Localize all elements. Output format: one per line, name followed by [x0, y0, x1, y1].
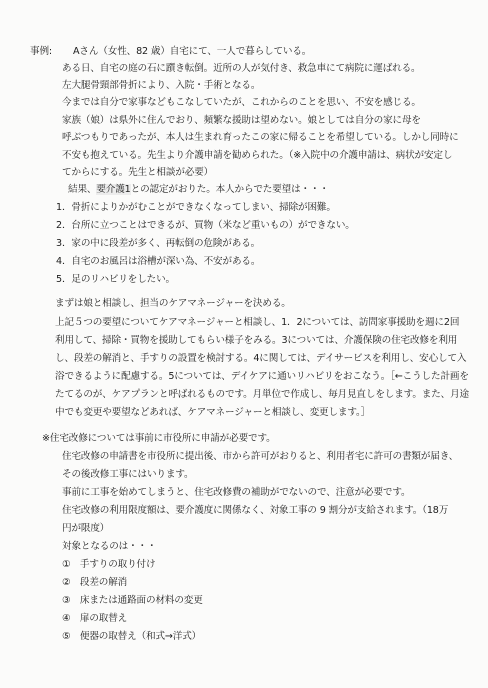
request-item: 3．家の中に段差が多く、再転倒の危険がある。 — [56, 238, 261, 249]
target-item: ② 段差の解消 — [62, 577, 128, 588]
plan-line: し、段差の解消と、手すりの設置を検討する。4に関しては、デイサービスを利用し、安心して入 — [55, 353, 467, 364]
plan-line: 浴できるように配慮する。5については、デイケアに通いリハビリをおこなう。［←こうした計画を — [55, 371, 469, 382]
note-line: 住宅改修の利用限度額は、要介護度に関係なく、対象工事の 9 割分が支給されます。（18万 — [62, 505, 449, 516]
case-line: ある日、自宅の庭の石に躓き転倒。近所の人が気付き、救急車にて病院に運ばれる。 — [62, 63, 421, 74]
result-line — [68, 183, 329, 197]
note-line: 対象となるのは・・・ — [62, 541, 157, 552]
target-item: ① 手すりの取り付け — [62, 559, 156, 570]
note-line: 事前に工事を始めてしまうと、住宅改修費の補助がでないので、注意が必要です。 — [62, 487, 411, 498]
result-suffix: との認定がおりた。本人からでた要望は・・・ — [130, 184, 329, 195]
target-item: ③ 床または通路面の材料の変更 — [62, 595, 203, 606]
plan-intro: まずは娘と相談し、担当のケアマネージャーを決める。 — [55, 298, 291, 309]
case-line: Aさん（女性、82 歳）自宅にて、一人で暮らしている。 — [73, 46, 312, 57]
note-heading: ※住宅改修については事前に市役所に申請が必要です。 — [42, 433, 276, 444]
target-item: ④ 扉の取替え — [62, 613, 128, 624]
request-item: 1．骨折によりかがむことができなくなってしまい、掃除が困難。 — [56, 202, 336, 213]
care-level-highlight: 要介護1 — [96, 184, 131, 195]
case-line: 家族（娘）は県外に住んでおり、頻繁な援助は望めない。娘としては自分の家に母を — [62, 115, 421, 126]
plan-line: 利用して、掃除・買物を援助してもらい様子をみる。3については、介護保険の住宅改修を利用 — [55, 335, 458, 346]
case-line: てからにする。先生と相談が必要） — [62, 167, 214, 178]
request-item: 4．自宅のお風呂は浴槽が深い為、不安がある。 — [56, 256, 261, 267]
note-line: 円が限度） — [62, 523, 110, 534]
note-line: 住宅改修の申請書を市役所に提出後、市から許可がおりると、利用者宅に許可の書類が届き、 — [62, 451, 459, 462]
note-line: その後改修工事にはいります。 — [62, 469, 194, 480]
case-label: 事例: — [30, 46, 52, 57]
target-item: ⑤ 便器の取替え（和式→洋式） — [62, 631, 202, 642]
case-line: 呼ぶつもりであったが、本人は生まれ育ったこの家に帰ることを希望している。しかし同時に — [62, 132, 459, 143]
case-line: 左大腿骨頸部骨折により、入院・手術となる。 — [62, 80, 261, 91]
request-item: 5．足のリハビリをしたい。 — [56, 274, 175, 285]
result-prefix: 結果、 — [68, 184, 97, 195]
plan-line: 上記５つの要望についてケアマネージャーと相談し、1．2については、訪問家事援助を週に2回 — [55, 317, 460, 328]
request-item: 2．台所に立つことはできるが、買物（米など重いもの）ができない。 — [56, 220, 355, 231]
plan-line: 中でも変更や要望などあれば、ケアマネージャーと相談し、変更します。］ — [55, 407, 371, 418]
case-line: 不安も抱えている。先生より介護申請を勧められた。（※入院中の介護申請は、病状が安定し — [62, 150, 453, 161]
plan-line: たてるのが、ケアプランと呼ばれるものです。月単位で作成し、毎月見直しをします。また、月途 — [55, 389, 469, 400]
case-line: 今までは自分で家事などもこなしていたが、これからのことを思い、不安を感じる。 — [62, 97, 421, 108]
